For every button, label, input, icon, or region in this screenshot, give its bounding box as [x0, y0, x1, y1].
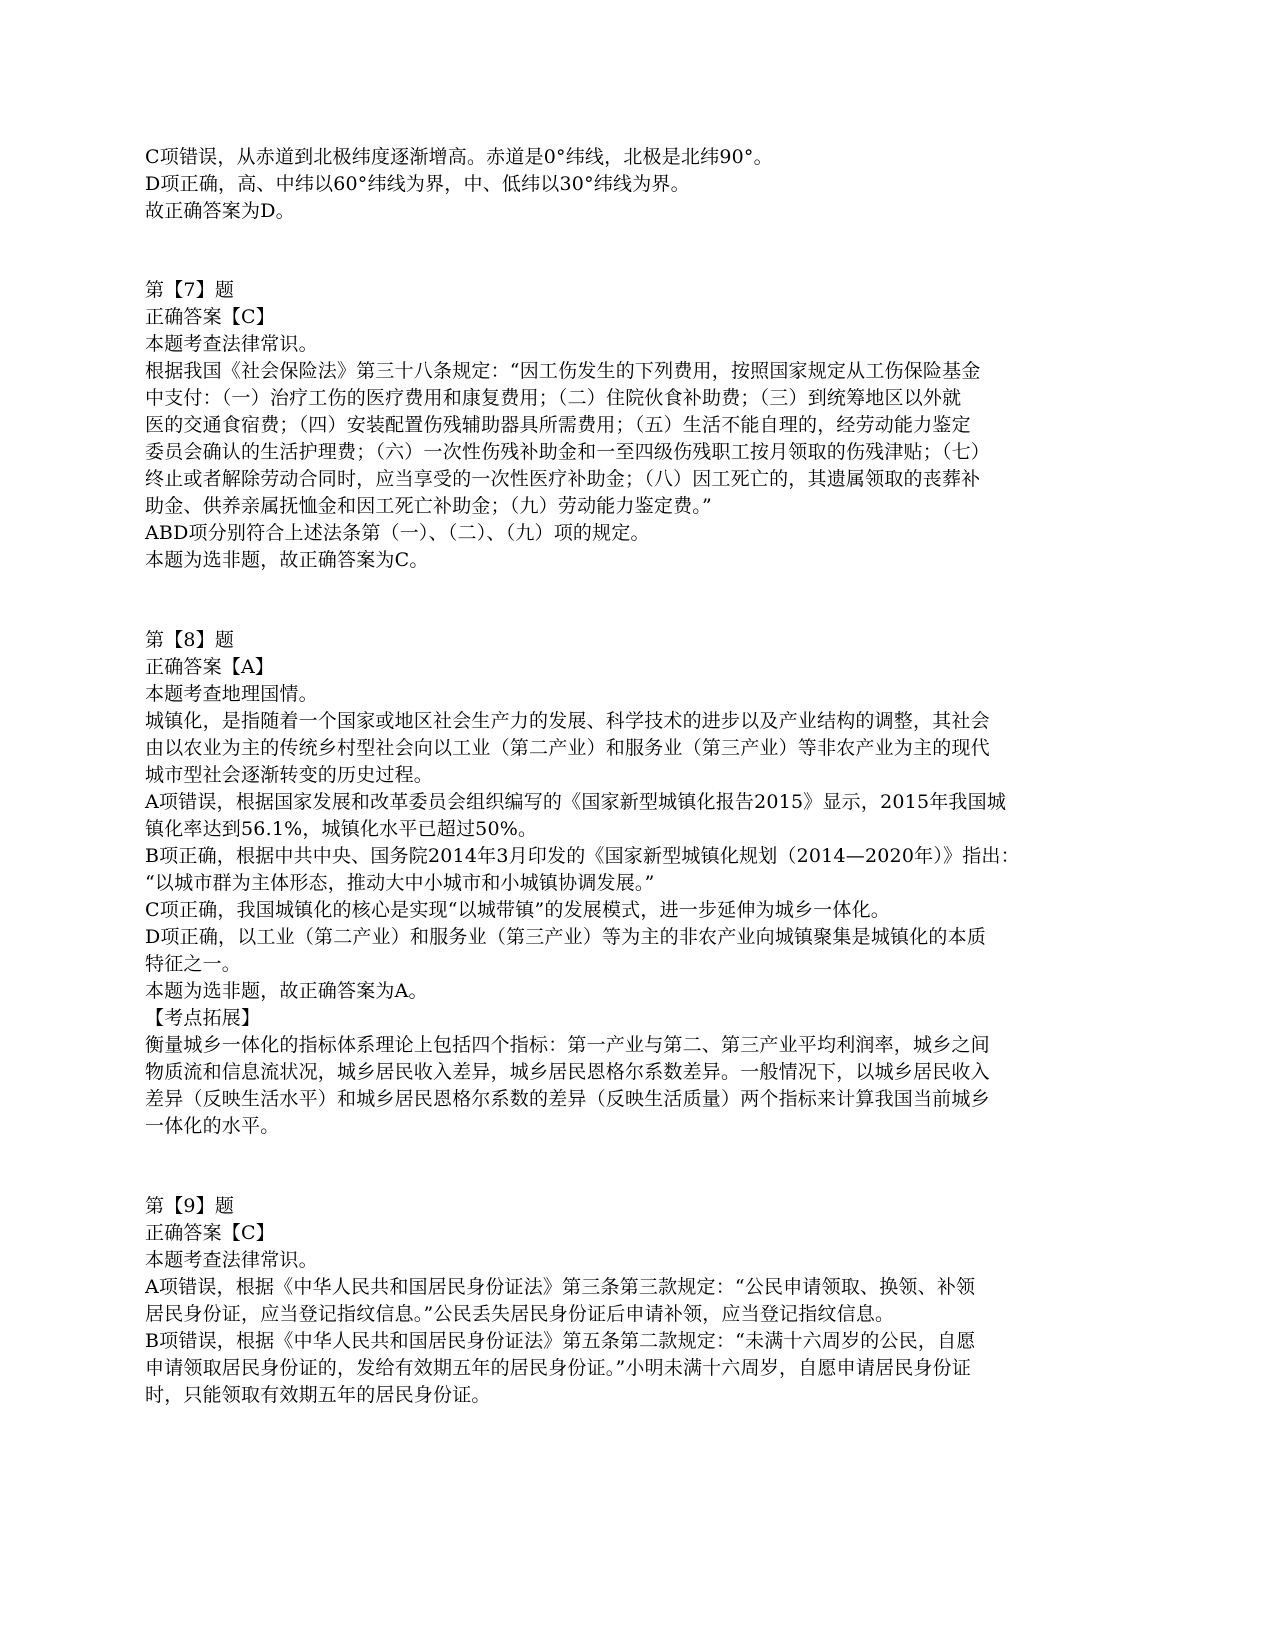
- text-line: B项正确，根据中共中央、国务院2014年3月印发的《国家新型城镇化规划（2014—2020年）》指出：: [145, 845, 1020, 867]
- text-line: 正确答案【C】: [145, 1222, 275, 1244]
- text-line: D项正确，以工业（第二产业）和服务业（第三产业）等为主的非农产业向城镇聚集是城镇化的本质: [145, 926, 987, 948]
- text-line: 差异（反映生活水平）和城乡居民恩格尔系数的差异（反映生活质量）两个指标来计算我国当前城乡: [145, 1088, 990, 1110]
- text-line: 本题为选非题，故正确答案为A。: [145, 980, 428, 1002]
- text-line: D项正确，高、中纬以60°纬线为界，中、低纬以30°纬线为界。: [145, 173, 690, 195]
- text-line: 医的交通食宿费；（四）安装配置伤残辅助器具所需费用；（五）生活不能自理的，经劳动能力鉴定: [145, 414, 971, 436]
- text-line: 中支付：（一）治疗工伤的医疗费用和康复费用；（二）住院伙食补助费；（三）到统筹地区以外就: [145, 387, 962, 409]
- text-line: 第【8】题: [145, 629, 235, 651]
- text-line: 城镇化，是指随着一个国家或地区社会生产力的发展、科学技术的进步以及产业结构的调整，其社会: [145, 710, 990, 732]
- text-line: 正确答案【A】: [145, 656, 275, 678]
- text-line: C项错误，从赤道到北极纬度逐渐增高。赤道是0°纬线，北极是北纬90°。: [145, 146, 773, 168]
- answer-explanation-q6-continued: [145, 144, 1145, 225]
- text-line: 由以农业为主的传统乡村型社会向以工业（第二产业）和服务业（第三产业）等非农产业为主的现代: [145, 737, 990, 759]
- text-line: 申请领取居民身份证的，发给有效期五年的居民身份证。”小明未满十六周岁，自愿申请居民身份证: [145, 1357, 972, 1379]
- text-line: 镇化率达到56.1%，城镇化水平已超过50%。: [145, 818, 538, 840]
- text-line: A项错误，根据《中华人民共和国居民身份证法》第三条第三款规定：“公民申请领取、换领、补领: [145, 1276, 976, 1298]
- text-line: 特征之一。: [145, 953, 242, 975]
- text-line: “以城市群为主体形态，推动大中小城市和小城镇协调发展。”: [145, 872, 655, 894]
- text-line: 衡量城乡一体化的指标体系理论上包括四个指标：第一产业与第二、第三产业平均利润率，城乡之间: [145, 1034, 990, 1056]
- text-line: 故正确答案为D。: [145, 200, 295, 222]
- text-line: ABD项分别符合上述法条第（一）、（二）、（九）项的规定。: [145, 522, 650, 544]
- text-line: 第【9】题: [145, 1195, 235, 1217]
- text-line: 本题考查法律常识。: [145, 333, 318, 355]
- text-line: 一体化的水平。: [145, 1115, 280, 1137]
- text-line: 正确答案【C】: [145, 306, 275, 328]
- text-line: 本题考查法律常识。: [145, 1249, 318, 1271]
- text-line: 【考点拓展】: [145, 1007, 261, 1029]
- text-line: 城市型社会逐渐转变的历史过程。: [145, 764, 434, 786]
- text-line: B项错误，根据《中华人民共和国居民身份证法》第五条第二款规定：“未满十六周岁的公民，自愿: [145, 1330, 976, 1352]
- text-line: 助金、供养亲属抚恤金和因工死亡补助金；（九）劳动能力鉴定费。”: [145, 495, 712, 517]
- text-line: 终止或者解除劳动合同时，应当享受的一次性医疗补助金；（八）因工死亡的，其遗属领取的丧葬补: [145, 468, 981, 490]
- question-9-section: [145, 1193, 1145, 1409]
- question-7-section: [145, 277, 1145, 574]
- text-line: 居民身份证，应当登记指纹信息。”公民丢失居民身份证后申请补领，应当登记指纹信息。: [145, 1303, 895, 1325]
- text-line: C项正确，我国城镇化的核心是实现“以城带镇”的发展模式，进一步延伸为城乡一体化。: [145, 899, 890, 921]
- text-line: 时，只能领取有效期五年的居民身份证。: [145, 1384, 491, 1406]
- text-line: 第【7】题: [145, 279, 235, 301]
- question-8-section: [145, 627, 1145, 1140]
- text-line: 本题考查地理国情。: [145, 683, 318, 705]
- text-line: 委员会确认的生活护理费；（六）一次性伤残补助金和一至四级伤残职工按月领取的伤残津贴；（七）: [145, 441, 991, 463]
- text-line: 物质流和信息流状况，城乡居民收入差异，城乡居民恩格尔系数差异。一般情况下，以城乡居民收入: [145, 1061, 990, 1083]
- text-line: 本题为选非题，故正确答案为C。: [145, 549, 429, 571]
- text-line: 根据我国《社会保险法》第三十八条规定：“因工伤发生的下列费用，按照国家规定从工伤保险基金: [145, 360, 981, 382]
- text-line: A项错误，根据国家发展和改革委员会组织编写的《国家新型城镇化报告2015》显示，2015年我国城: [145, 791, 1007, 813]
